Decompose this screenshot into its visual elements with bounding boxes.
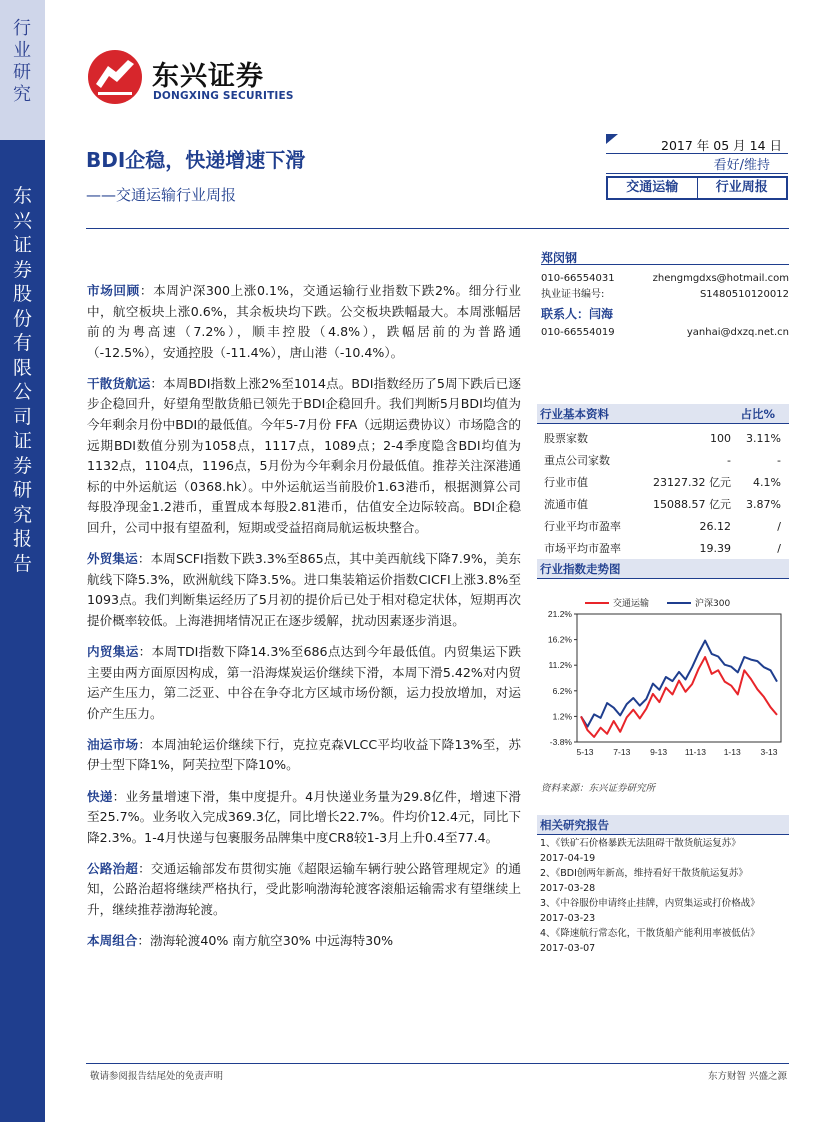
tag-report-type: 行业周报 (697, 178, 787, 198)
x-tick-label: 7-13 (613, 747, 631, 757)
chart-source: 资料来源：东兴证券研究所 (541, 783, 656, 794)
section-express: 快递：业务量增速下滑，集中度提升。4月快递业务量为29.8亿件，增速下滑至25.7%。业务收入完成369.3亿，同比增长22.7%。件均价12.4元，同比下降2.3%。1-4月快递与包裹服务品牌集中度CR8较1-3月上升0.4至77.4。 (87, 788, 522, 845)
related-header (537, 815, 789, 835)
corner-triangle-icon (606, 134, 618, 144)
contact-email[interactable]: yanhai@dxzq.net.cn (686, 327, 789, 338)
related-title: 相关研究报告 (540, 818, 609, 832)
list-item[interactable]: 4、《降速航行常态化，干散货船产能利用率被低估》 2017-03-07 (540, 928, 760, 954)
section-oil-shipping: 油运市场：本周油轮运价继续下行，克拉克森VLCC平均收益下降13%至，苏伊士型下降1%，阿芙拉型下降10%。 (87, 736, 521, 773)
table-row: 市场平均市盈率 19.39 / (544, 542, 781, 555)
analyst-cert-label: 执业证书编号: (541, 289, 605, 300)
section-market-review: 市场回顾：本周沪深300上涨0.1%，交通运输行业指数下跌2%。细分行业中，航空板块上涨0.6%，其余板块均下跌。公交板块跌幅最大。本周涨幅居前的为粤高速（7.2%），顺丰控股（4.8%），跌幅居前的为普路通（-12.5%），安通控股（-11.4%），唐山港（-10.4%）。 (87, 283, 522, 360)
sidebar-category-panel (0, 0, 45, 140)
logo-emblem-icon (86, 48, 144, 106)
report-meta-box (606, 134, 788, 204)
list-item[interactable]: 1、《铁矿石价格暴跌无法阻碍干散货航运复苏》 2017-04-19 (540, 838, 741, 864)
x-tick-label: 3-13 (760, 747, 778, 757)
analyst-email[interactable]: zhengmgdxs@hotmail.com (652, 273, 789, 284)
footer-slogan: 东方财智 兴盛之源 (707, 1071, 787, 1082)
footer-disclaimer[interactable]: 敬请参阅报告结尾处的免责声明 (90, 1071, 224, 1082)
sidebar-company-panel (0, 140, 45, 1122)
sidebar-category-text: 行 业 研 究 (13, 18, 32, 105)
sidebar-company-text: 东 兴 证 券 股 份 有 限 公 司 证 券 研 究 报 告 (12, 185, 32, 575)
report-subtitle: ——交通运输行业周报 (86, 186, 237, 204)
report-tags (606, 176, 788, 200)
analyst-cert-no: S1480510120012 (699, 289, 789, 300)
y-tick-label: -3.8% (549, 737, 572, 747)
x-tick-label: 9-13 (650, 747, 668, 757)
report-rating: 看好/维持 (606, 154, 788, 174)
table-row: 行业市值 23127.32 亿元 4.1% (544, 476, 781, 489)
basic-data-table (544, 428, 789, 560)
logo-cn-text: 东兴证券 (152, 61, 264, 92)
x-tick-label: 1-13 (723, 747, 741, 757)
list-item[interactable]: 3、《中谷服份申请终止挂牌，内贸集运或打价格战》 2017-03-23 (540, 898, 760, 924)
table-row: 股票家数 100 3.11% (544, 432, 781, 445)
table-row: 行业平均市盈率 26.12 / (544, 520, 781, 533)
contact-phone: 010-66554019 (541, 327, 615, 338)
legend-label: 沪深300 (695, 599, 731, 609)
x-tick-label: 5-13 (576, 747, 594, 757)
chart-title: 行业指数走势图 (540, 562, 621, 576)
section-dry-bulk: 干散货航运：本周BDI指数上涨2%至1014点。BDI指数经历了5周下跌后已逐步企稳回升，好望角型散货船已领先于BDI企稳回升。我们判断5月BDI均值为今年剩余月份中BDI的最低值。今年5-7月份 FFA（远期运费协议）市场隐含的远期BDI数值分别为1058点，1117点，1089点；2-4季度隐含BDI均值为1132点，1104点，1196点，5月份为今年剩余月份最低值。推荐关注深港通标的中外运航运（0368.hk）。中外运航运当前股价1.63港币，根据测算公司每股净现金1.2港币，重置成本每股2.81港币，估值安全边际较高。BDI企稳回升，公司中报有望盈利，短期或受益招商局航运板块整合。 (87, 375, 521, 536)
analyst-phone: 010-66554031 (541, 273, 615, 284)
table-row: 重点公司家数 - - (544, 454, 781, 467)
list-item[interactable]: 2、《BDI创两年新高，维持看好干散货航运复苏》 2017-03-28 (540, 868, 748, 894)
footer-divider (86, 1063, 789, 1064)
series-line-transport (581, 657, 777, 737)
logo-en-text: DONGXING SECURITIES (153, 90, 294, 102)
basic-data-title: 行业基本资料 (540, 407, 609, 421)
company-logo (86, 48, 306, 108)
y-tick-label: 21.2% (547, 609, 572, 619)
chart-header (537, 559, 789, 579)
y-tick-label: 6.2% (552, 685, 572, 696)
series-line-hs300 (581, 641, 777, 727)
table-row: 流通市值 15088.57 亿元 3.87% (544, 498, 781, 511)
contact-label: 联系人：闫海 (541, 307, 614, 321)
x-tick-label: 11-13 (684, 747, 706, 757)
section-domestic-container: 内贸集运：本周TDI指数下降14.3%至686点达到今年最低值。内贸集运下跌主要由两方面原因构成，第一沿海煤炭运价继续下滑，本周下滑5.42%对内贸运产生压力，第二泛亚、中谷在争夺北方区域市场份额，运力投放增加，对运价产生压力。 (87, 644, 521, 721)
report-title: BDI企稳，快递增速下滑 (86, 148, 306, 172)
report-date: 2017 年 05 月 14 日 (661, 138, 782, 153)
index-trend-chart (537, 592, 789, 797)
section-foreign-container: 外贸集运：本周SCFI指数下跌3.3%至865点，其中美西航线下降7.9%，美东航线下降5.3%，欧洲航线下降3.5%。进口集装箱运价指数CICFI上涨3.8%至1093点。我们判断集运经历了5月初的提价后已处于相对稳定状体，短期再次提价概率较低。上海港拥堵情况正在逐步缓解，扰动因素逐步消退。 (87, 551, 521, 628)
section-highway: 公路治超：交通运输部发布贯彻实施《超限运输车辆行驶公路管理规定》的通知，公路治超将继续严格执行，受此影响渤海轮渡客滚船运输需求有望继续上升，继续推荐渤海轮渡。 (87, 860, 522, 918)
analyst-info (541, 249, 789, 341)
report-body (87, 281, 521, 962)
analyst-name: 郑闵钢 (541, 249, 789, 265)
y-tick-label: 16.2% (547, 634, 572, 645)
y-tick-label: 1.2% (552, 711, 572, 722)
tag-industry: 交通运输 (626, 180, 679, 195)
legend-label: 交通运输 (613, 599, 650, 609)
section-portfolio: 本周组合：渤海轮渡40% 南方航空30% 中远海特30% (87, 933, 394, 949)
related-reports (540, 837, 790, 957)
y-tick-label: 11.2% (548, 660, 572, 671)
basic-data-header (537, 404, 789, 424)
basic-data-pct-header: 占比% (740, 407, 775, 421)
header-divider (86, 228, 789, 229)
